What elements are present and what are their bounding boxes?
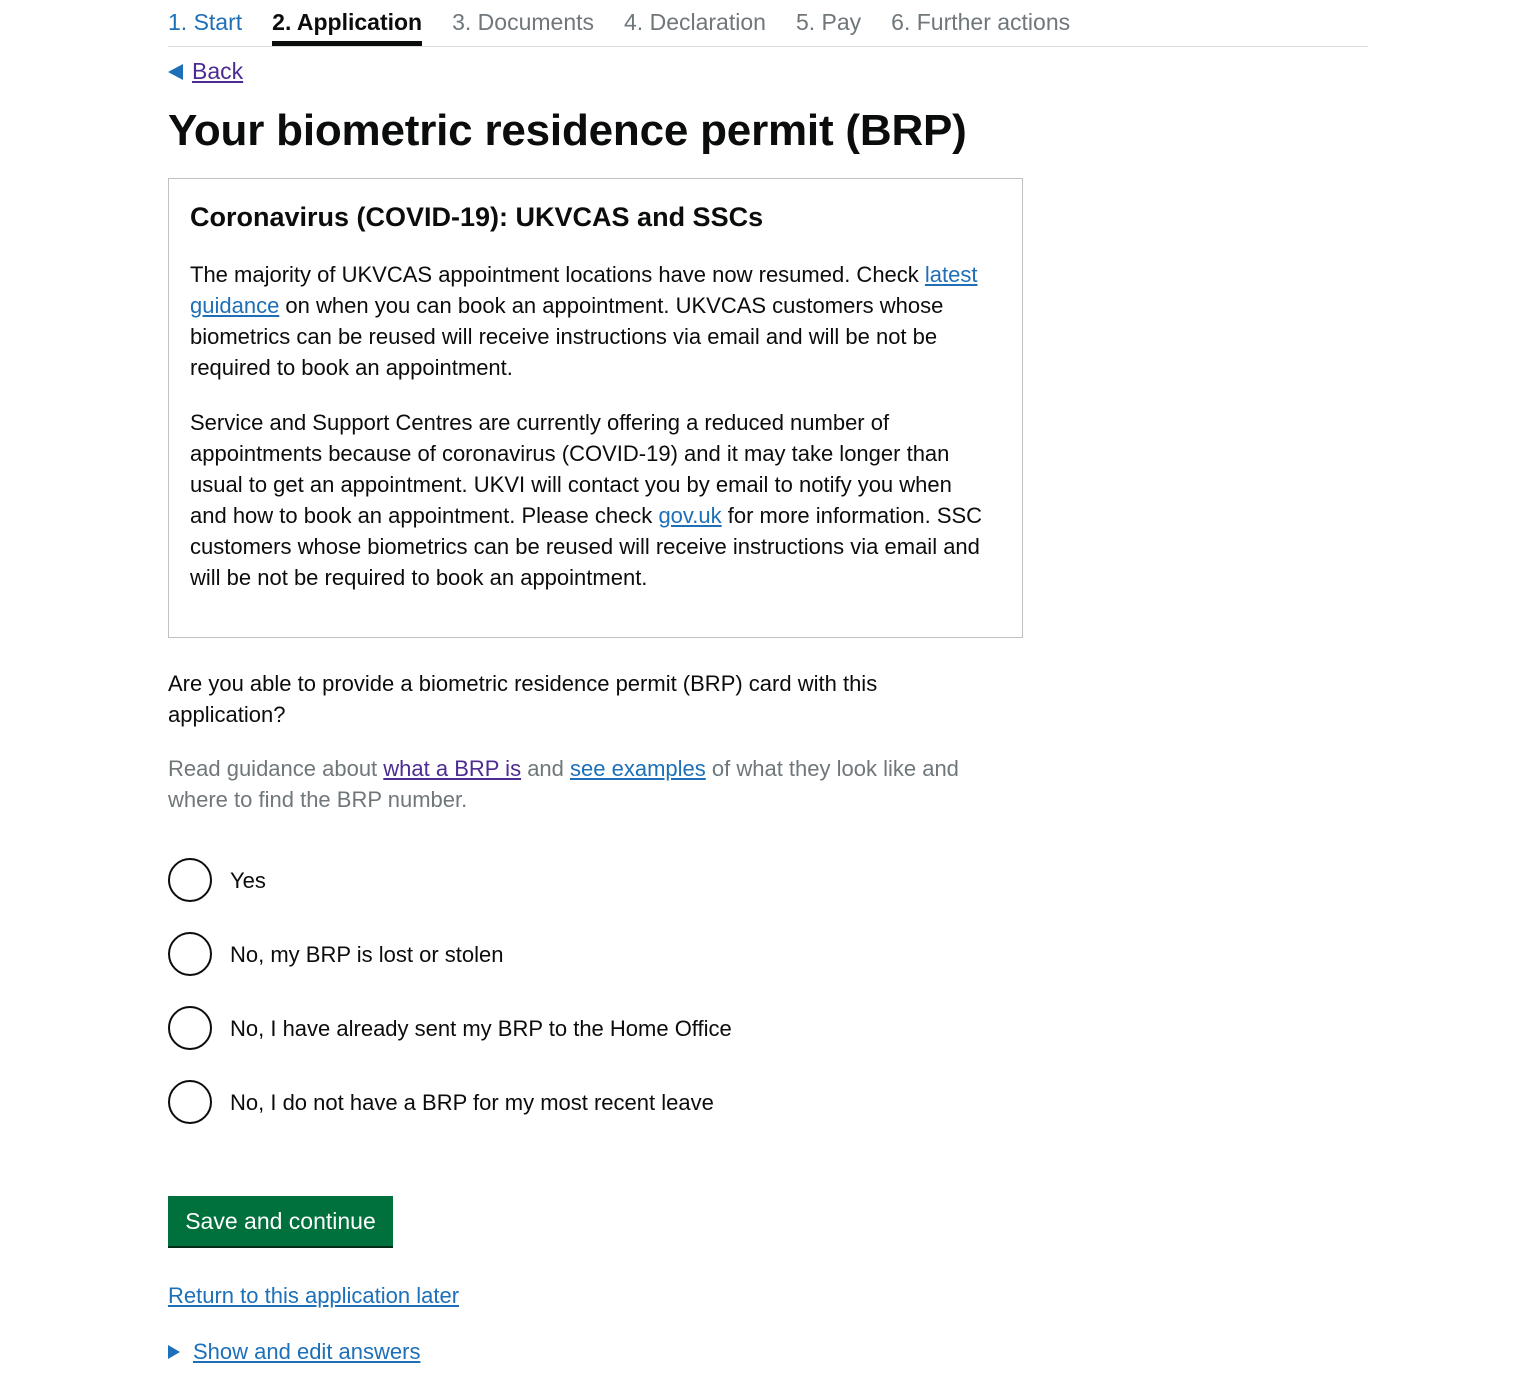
disclosure-triangle-icon[interactable] (168, 1345, 180, 1359)
return-later-link[interactable]: Return to this application later (168, 1283, 460, 1308)
show-and-edit-answers-link[interactable]: Show and edit answers (193, 1339, 421, 1364)
radio-button[interactable] (168, 858, 212, 902)
notice-paragraph-2 (190, 407, 990, 593)
radio-label[interactable]: No, I do not have a BRP for my most recent leave (230, 1089, 714, 1115)
notice-title: Coronavirus (COVID-19): UKVCAS and SSCs (190, 202, 764, 232)
page-title: Your biometric residence permit (BRP) (168, 106, 967, 155)
radio-button[interactable] (168, 1080, 212, 1124)
notice-text: The majority of UKVCAS appointment locations have now resumed. Check (190, 262, 925, 287)
brp-question: Are you able to provide a biometric residence permit (BRP) card with this application? (168, 671, 878, 727)
radio-option-sent-to-home-office[interactable] (168, 1004, 732, 1052)
radio-button[interactable] (168, 932, 212, 976)
hint-text: and (521, 756, 571, 781)
hint-text: Read guidance about (168, 756, 384, 781)
step-application: 2. Application (272, 0, 422, 46)
notice-paragraph-1 (190, 259, 990, 383)
latest-guidance-link[interactable]: latest guidance (190, 262, 978, 318)
save-and-continue-button[interactable]: Save and continue (168, 1196, 393, 1246)
covid-notice (168, 178, 1023, 638)
back-arrow-icon (168, 64, 183, 80)
show-answers-details[interactable] (168, 1336, 420, 1367)
notice-text: on when you can book an appointment. UKVCAS customers whose biometrics can be reused will receive instructions via email and will be not be required to book an appointment. (190, 293, 944, 380)
back-link[interactable]: Back (192, 58, 244, 84)
radio-label[interactable]: No, I have already sent my BRP to the Home Office (230, 1015, 732, 1041)
step-start[interactable]: 1. Start (168, 9, 243, 35)
notice-text: Service and Support Centres are currently offering a reduced number of appointments because of coronavirus (COVID-19) and it may take longer than usual to get an appointment. UKVI will contact you by email to notify you when and how to book an appointment. Please check (190, 410, 952, 528)
radio-option-yes[interactable] (168, 856, 732, 904)
radio-label[interactable]: No, my BRP is lost or stolen (230, 941, 504, 967)
step-documents: 3. Documents (452, 9, 595, 35)
radio-option-lost-or-stolen[interactable] (168, 930, 732, 978)
back-link-container (168, 58, 243, 84)
page-container (168, 0, 1368, 1364)
radio-option-no-brp-recent-leave[interactable] (168, 1078, 732, 1126)
brp-hint (168, 753, 988, 815)
hint-text: of what they look like and where to find the BRP number. (168, 756, 959, 812)
notice-text: for more information. SSC customers whose biometrics can be reused will receive instructions via email and will be not be required to book an appointment. (190, 503, 983, 590)
govuk-link[interactable]: gov.uk (658, 503, 722, 528)
radio-label[interactable]: Yes (230, 867, 266, 893)
step-pay: 5. Pay (795, 9, 862, 35)
brp-radio-group (168, 856, 732, 1152)
what-a-brp-is-link[interactable]: what a BRP is (383, 756, 522, 781)
radio-button[interactable] (168, 1006, 212, 1050)
step-declaration: 4. Declaration (624, 9, 766, 35)
step-navigation (168, 0, 1368, 47)
see-examples-link[interactable]: see examples (570, 756, 706, 781)
step-further-actions: 6. Further actions (891, 9, 1071, 35)
